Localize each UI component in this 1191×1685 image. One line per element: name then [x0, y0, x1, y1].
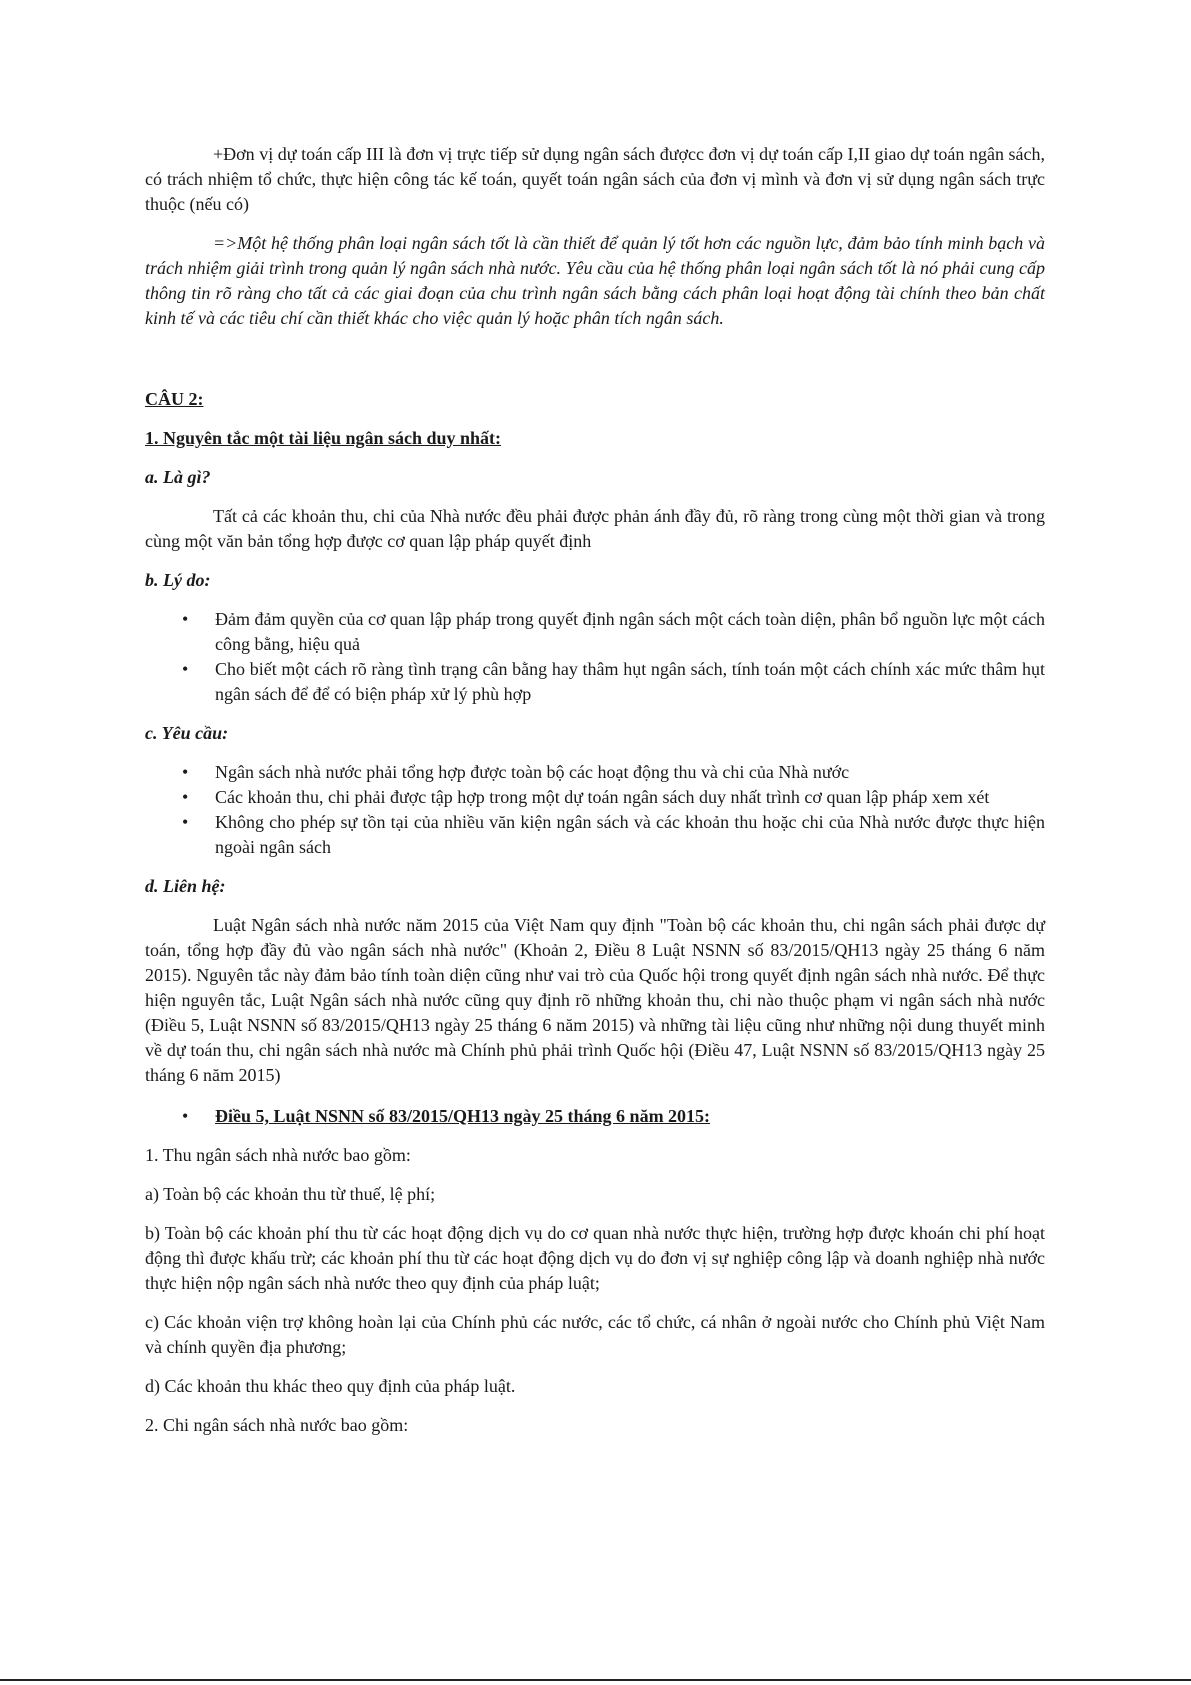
list-item: • Ngân sách nhà nước phải tổng hợp được toàn bộ các hoạt động thu và chi của Nhà nước	[145, 760, 1045, 785]
bullet-icon: •	[182, 609, 189, 629]
list-dieu5	[145, 1104, 1045, 1129]
document-page	[145, 142, 1045, 1438]
bullet-icon: •	[182, 659, 189, 679]
bullet-icon: •	[182, 762, 189, 782]
bullet-icon: •	[182, 812, 189, 832]
paragraph-a: Tất cả các khoản thu, chi của Nhà nước đều phải được phản ánh đầy đủ, rõ ràng trong cùng một thời gian và trong cùng một văn bản tổng hợp được cơ quan lập pháp quyết định	[145, 506, 1045, 551]
list-item: • Cho biết một cách rõ ràng tình trạng cân bằng hay thâm hụt ngân sách, tính toán một cách chính xác mức thâm hụt ngân sách để để có biện pháp xử lý phù hợp	[182, 659, 1045, 704]
list-item	[145, 1104, 1045, 1129]
thu-item-c: c) Các khoản viện trợ không hoàn lại của Chính phủ các nước, các tổ chức, cá nhân ở ngoài nước cho Chính phủ Việt Nam và chính quyền địa phương;	[145, 1312, 1045, 1357]
list-item: • Không cho phép sự tồn tại của nhiều văn kiện ngân sách và các khoản thu hoặc chi của Nhà nước được thực hiện ngoài ngân sách	[182, 812, 1045, 857]
subheading-d: d. Liên hệ:	[145, 876, 226, 896]
subheading-c: c. Yêu cầu:	[145, 723, 229, 743]
thu-item-b: b) Toàn bộ các khoản phí thu từ các hoạt động dịch vụ do cơ quan nhà nước thực hiện, trường hợp được khoán chi phí hoạt động thì được khấu trừ; các khoản phí thu từ các hoạt động dịch vụ do đơn vị sự nghiệp công lập và doanh nghiệp nhà nước thực hiện nộp ngân sách nhà nước theo quy định của pháp luật;	[145, 1223, 1045, 1293]
list-b	[145, 607, 1045, 707]
bullet-icon: •	[182, 787, 189, 807]
section-heading-1: 1. Nguyên tắc một tài liệu ngân sách duy nhất:	[145, 428, 502, 448]
paragraph-d: Luật Ngân sách nhà nước năm 2015 của Việt Nam quy định "Toàn bộ các khoản thu, chi ngân sách phải được dự toán, tổng hợp đầy đủ vào ngân sách nhà nước" (Khoản 2, Điều 8 Luật NSNN số 83/2015/QH13 ngày 25 tháng 6 năm 2015). Nguyên tắc này đảm bảo tính toàn diện cũng như vai trò của Quốc hội trong quyết định ngân sách nhà nước. Để thực hiện nguyên tắc, Luật Ngân sách nhà nước cũng quy định rõ những khoản thu, chi nào thuộc phạm vi ngân sách nhà nước (Điều 5, Luật NSNN số 83/2015/QH13 ngày 25 tháng 6 năm 2015) và những tài liệu cũng như những nội dung thuyết minh về dự toán thu, chi ngân sách nhà nước mà Chính phủ phải trình Quốc hội (Điều 47, Luật NSNN số 83/2015/QH13 ngày 25 tháng 6 năm 2015)	[145, 915, 1045, 1085]
thu-item-a: a) Toàn bộ các khoản thu từ thuế, lệ phí;	[145, 1184, 436, 1204]
subheading-a: a. Là gì?	[145, 467, 211, 487]
paragraph-he-thong-phan-loai: =>Một hệ thống phân loại ngân sách tốt là cần thiết để quản lý tốt hơn các nguồn lực, đảm bảo tính minh bạch và trách nhiệm giải trình trong quản lý ngân sách nhà nước. Yêu cầu của hệ thống phân loại ngân sách tốt là nó phải cung cấp thông tin rõ ràng cho tất cả các giai đoạn của chu trình ngân sách bằng cách phân loại hoạt động tài chính theo bản chất kinh tế và các tiêu chí cần thiết khác cho việc quản lý hoặc phân tích ngân sách.	[145, 233, 1045, 328]
chi-ngan-sach-title: 2. Chi ngân sách nhà nước bao gồm:	[145, 1415, 409, 1435]
subheading-b: b. Lý do:	[145, 570, 211, 590]
page-bottom-divider	[0, 1679, 1191, 1681]
question-heading: CÂU 2:	[145, 389, 204, 409]
thu-item-d: d) Các khoản thu khác theo quy định của pháp luật.	[145, 1376, 516, 1396]
thu-ngan-sach-title: 1. Thu ngân sách nhà nước bao gồm:	[145, 1145, 411, 1165]
list-item: • Đảm đảm quyền của cơ quan lập pháp trong quyết định ngân sách một cách toàn diện, phân bổ nguồn lực một cách công bằng, hiệu quả	[182, 609, 1045, 654]
list-item: • Các khoản thu, chi phải được tập hợp trong một dự toán ngân sách duy nhất trình cơ quan lập pháp xem xét	[145, 785, 1045, 810]
list-c	[145, 760, 1045, 860]
dieu5-heading: Điều 5, Luật NSNN số 83/2015/QH13 ngày 25 tháng 6 năm 2015:	[215, 1106, 711, 1126]
paragraph-don-vi-cap-3: +Đơn vị dự toán cấp III là đơn vị trực tiếp sử dụng ngân sách đượcc đơn vị dự toán cấp I,II giao dự toán ngân sách, có trách nhiệm tổ chức, thực hiện công tác kế toán, quyết toán ngân sách của đơn vị mình và đơn vị sử dụng ngân sách trực thuộc (nếu có)	[145, 144, 1045, 214]
bullet-icon: •	[182, 1106, 189, 1126]
